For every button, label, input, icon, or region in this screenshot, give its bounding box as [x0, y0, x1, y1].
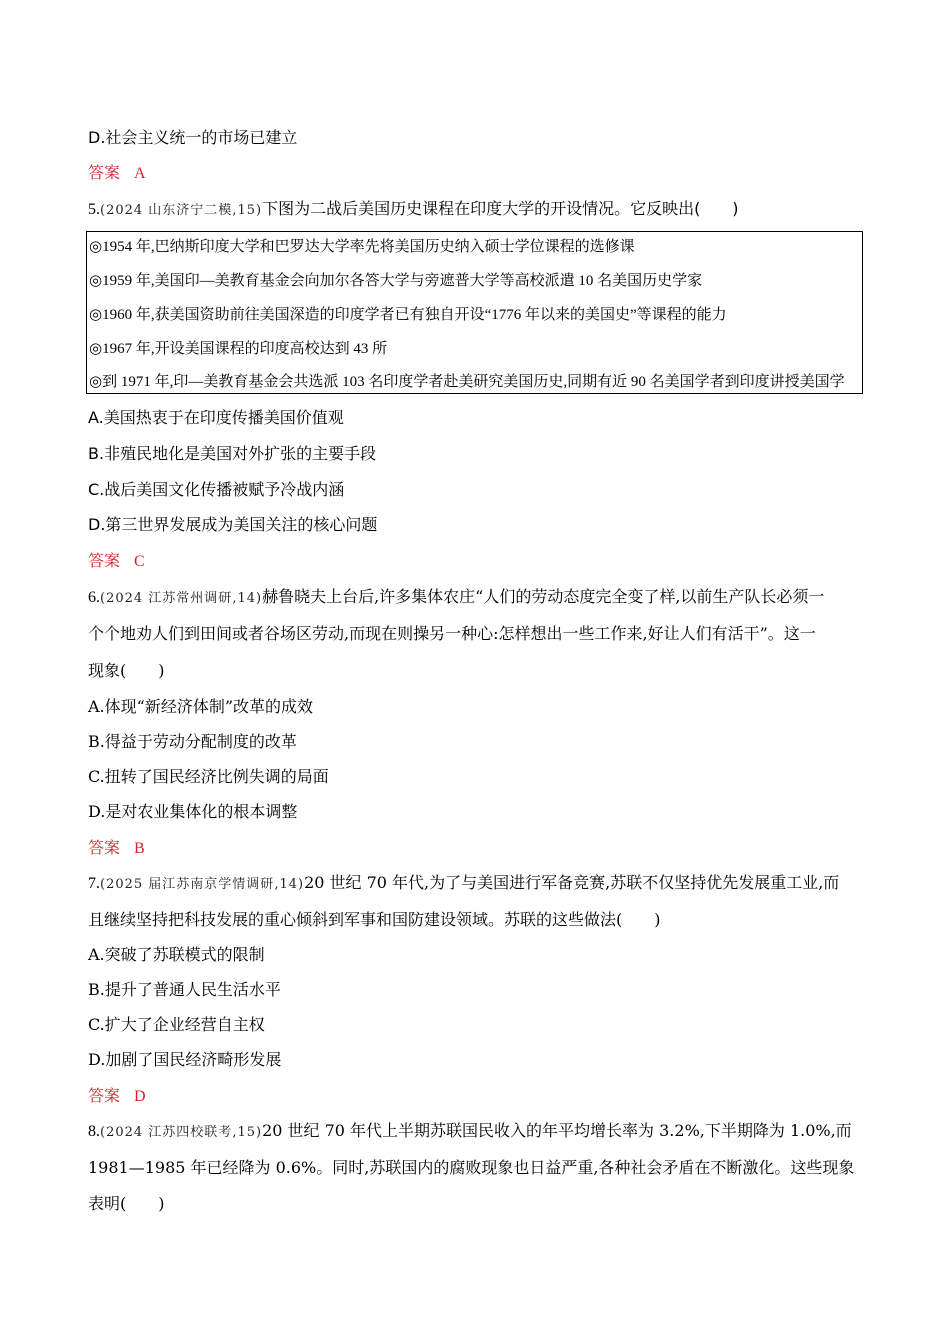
- q7-option-c: C.扩大了企业经营自主权: [88, 1015, 265, 1034]
- question-6-stem-line-1: [88, 587, 868, 609]
- q5-table: [86, 231, 863, 394]
- question-source-close: ,14): [232, 591, 263, 606]
- answer-label: 答案: [88, 163, 121, 182]
- question-source-open: (2025: [100, 877, 149, 892]
- question-text: 赫鲁晓夫上台后,许多集体农庄“人们的劳动态度完全变了样,以前生产队长必须一: [262, 587, 825, 606]
- table-row: ◎1960 年,获美国资助前往美国深造的印度学者已有独自开设“1776 年以来的美国史”等课程的能力: [89, 307, 727, 323]
- answer-label: 答案: [88, 838, 121, 857]
- q6-option-c: C.扭转了国民经济比例失调的局面: [88, 767, 329, 786]
- table-row: ◎1959 年,美国印—美教育基金会向加尔各答大学与旁遮普大学等高校派遣 10 名美国历史学家: [89, 273, 703, 289]
- answer-q6: [88, 838, 145, 859]
- q5-option-c: C.战后美国文化传播被赋予冷战内涵: [88, 480, 345, 499]
- answer-q5: [88, 551, 145, 572]
- question-6-stem-line-2: 个个地劝人们到田间或者谷场区劳动,而现在则操另一种心:怎样想出一些工作来,好让人们有活干”。这一: [88, 624, 816, 643]
- answer-q4: [88, 163, 146, 184]
- answer-value: A: [134, 165, 146, 182]
- answer-q7: [88, 1086, 146, 1107]
- question-source: 届江苏南京学情调研: [148, 877, 275, 892]
- table-row: ◎到 1971 年,印—美教育基金会共选派 103 名印度学者赴美研究美国历史,同期有近 90 名美国学者到印度讲授美国学: [89, 374, 845, 390]
- question-number: 8.: [88, 1123, 100, 1140]
- q7-option-a: A.突破了苏联模式的限制: [88, 945, 265, 964]
- q7-option-d: D.加剧了国民经济畸形发展: [88, 1050, 282, 1069]
- question-8-stem-line-2: 1981—1985 年已经降为 0.6%。同时,苏联国内的腐败现象也日益严重,各种社会矛盾在不断激化。这些现象: [88, 1158, 855, 1177]
- answer-label: 答案: [88, 551, 121, 570]
- question-source-close: ,15): [232, 1125, 263, 1140]
- question-number: 6.: [88, 589, 100, 606]
- answer-value: B: [134, 840, 145, 857]
- question-text: 下图为二战后美国历史课程在印度大学的开设情况。它反映出( ): [262, 199, 739, 218]
- prev-option-d: D.社会主义统一的市场已建立: [88, 128, 298, 147]
- question-source: 江苏四校联考: [148, 1125, 233, 1140]
- table-row: ◎1967 年,开设美国课程的印度高校达到 43 所: [89, 341, 388, 357]
- q5-option-a: A.美国热衷于在印度传播美国价值观: [88, 408, 344, 427]
- q6-option-b: B.得益于劳动分配制度的改革: [88, 732, 297, 751]
- question-source-close: ,14): [274, 877, 305, 892]
- question-5-stem: [88, 199, 868, 221]
- answer-value: D: [134, 1088, 146, 1105]
- q6-option-d: D.是对农业集体化的根本调整: [88, 802, 298, 821]
- question-number: 7.: [88, 875, 100, 892]
- question-source: 江苏常州调研: [148, 591, 233, 606]
- question-source-open: (2024: [100, 1125, 149, 1140]
- q7-option-b: B.提升了普通人民生活水平: [88, 980, 281, 999]
- question-text: 20 世纪 70 年代上半期苏联国民收入的年平均增长率为 3.2%,下半期降为 1.0%,而: [262, 1121, 852, 1140]
- question-text: 20 世纪 70 年代,为了与美国进行军备竞赛,苏联不仅坚持优先发展重工业,而: [304, 873, 840, 892]
- question-number: 5.: [88, 201, 100, 218]
- q5-option-b: B.非殖民地化是美国对外扩张的主要手段: [88, 444, 377, 463]
- table-row: ◎1954 年,巴纳斯印度大学和巴罗达大学率先将美国历史纳入硕士学位课程的选修课: [89, 239, 635, 255]
- q5-option-d: D.第三世界发展成为美国关注的核心问题: [88, 515, 378, 534]
- q6-option-a: A.体现“新经济体制”改革的成效: [88, 697, 314, 716]
- question-source: 山东济宁二模: [148, 203, 233, 218]
- answer-value: C: [134, 553, 145, 570]
- question-source-open: (2024: [100, 591, 149, 606]
- question-source-close: ,15): [232, 203, 263, 218]
- question-7-stem-line-1: [88, 873, 868, 895]
- question-7-stem-line-2: 且继续坚持把科技发展的重心倾斜到军事和国防建设领域。苏联的这些做法( ): [88, 910, 661, 929]
- question-8-stem-line-3: 表明( ): [88, 1194, 165, 1213]
- answer-label: 答案: [88, 1086, 121, 1105]
- question-8-stem-line-1: [88, 1121, 868, 1143]
- question-source-open: (2024: [100, 203, 149, 218]
- question-6-stem-line-3: 现象( ): [88, 661, 165, 680]
